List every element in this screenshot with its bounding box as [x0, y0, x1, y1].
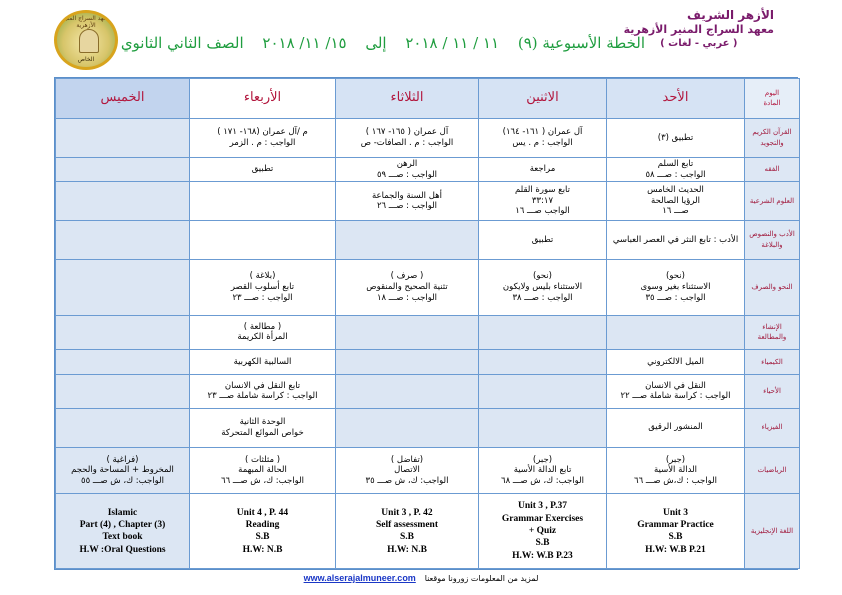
plan-cell — [607, 157, 745, 181]
weekly-plan-sheet — [54, 77, 798, 570]
cell-line: الميل الالكتروني — [647, 356, 704, 367]
subject-cell: الأدب والنصوص والبلاغة — [745, 221, 800, 260]
page-title — [120, 34, 652, 52]
subject-cell: الإنشاء والمطالعة — [745, 315, 800, 349]
plan-cell — [190, 221, 336, 260]
plan-cell — [56, 182, 190, 221]
cell-line: الواجب : صـــ ١٨ — [376, 292, 438, 303]
logo-base-text: الخاص — [77, 56, 95, 63]
plan-cell — [607, 494, 745, 569]
plan-cell — [479, 157, 607, 181]
plan-cell — [190, 375, 336, 409]
plan-cell — [479, 447, 607, 494]
cell-line: H.W: W.B P.23 — [512, 550, 573, 561]
school-line-1: الأزهر الشريف — [686, 8, 774, 22]
cell-line: الواجب : صـــ ٣٥ — [645, 292, 706, 303]
cell-line: + Quiz — [528, 526, 557, 537]
plan-cell — [190, 119, 336, 158]
cell-line: تطبيق — [531, 234, 554, 245]
corner-header — [745, 79, 800, 119]
plan-cell — [479, 494, 607, 569]
plan-cell — [607, 408, 745, 447]
plan-cell — [479, 221, 607, 260]
cell-line: الحديث الخامس — [647, 185, 704, 196]
title-to-word: إلى — [365, 34, 387, 52]
cell-line: الواجب : كراسة شاملة صـــ ٢٢ — [620, 391, 731, 402]
cell-line: الاتصال — [394, 465, 420, 476]
plan-cell — [479, 408, 607, 447]
plan-cell — [336, 315, 479, 349]
footer-note: لمزيد من المعلومات زورونا موقعنا — [424, 574, 539, 583]
cell-line: الواجب : صـــ ٥٨ — [645, 169, 706, 180]
cell-line: (نحو) — [533, 271, 552, 282]
cell-line: م /آل عمران (١٦٨- ١٧١ ) — [217, 127, 308, 138]
subject-cell: الفقه — [745, 157, 800, 181]
plan-cell — [190, 408, 336, 447]
plan-cell — [607, 315, 745, 349]
subject-cell: اللغة الإنجليزية — [745, 494, 800, 569]
cell-line: الرؤيا الصالحة — [651, 195, 700, 206]
cell-line: تطبيق — [251, 164, 274, 175]
cell-line: الواجب : م . الزمر — [229, 137, 296, 148]
plan-cell — [479, 182, 607, 221]
cell-line: الواجب: ك، ش صـــ ٣٥ — [365, 475, 449, 486]
plan-cell — [56, 221, 190, 260]
school-line-3: ( عربي - لغات ) — [660, 38, 738, 49]
plan-cell — [479, 119, 607, 158]
title-grade: الصف الثاني الثانوي — [120, 34, 244, 52]
day-header-tuesday: الثلاثاء — [336, 79, 479, 119]
plan-cell — [56, 259, 190, 315]
day-header-monday: الاثنين — [479, 79, 607, 119]
cell-line: الواجب : م . يس — [512, 137, 573, 148]
cell-line: ( مثلثات ) — [244, 454, 281, 465]
cell-line: Unit 3 , P. 42 — [381, 507, 433, 518]
cell-line: Unit 3 — [662, 507, 689, 518]
cell-line: (جبر) — [665, 454, 686, 465]
website-link[interactable]: www.alserajalmuneer.com — [303, 573, 416, 583]
cell-line: H.W: N.B — [387, 544, 427, 555]
subject-cell: العلوم الشرعية — [745, 182, 800, 221]
cell-line: S.B — [535, 538, 550, 549]
cell-line: الاستثناء بليس ولايكون — [502, 282, 583, 293]
cell-line: S.B — [255, 532, 270, 543]
table-header-row — [56, 79, 800, 119]
cell-line: المرأة الكريمة — [237, 332, 288, 343]
table-row — [56, 375, 800, 409]
cell-line: الرهن — [396, 158, 418, 169]
cell-line: تثنية الصحيح والمنقوص — [366, 282, 448, 293]
cell-line: الواجب: ك، ش صـــ ٦٨ — [501, 475, 584, 486]
school-line-2: معهد السراج المنير الأزهرية — [623, 23, 774, 36]
cell-line: S.B — [400, 532, 414, 543]
table-row — [56, 408, 800, 447]
plan-cell — [336, 447, 479, 494]
subject-cell: الفيزياء — [745, 408, 800, 447]
cell-line: Self assessment — [375, 519, 438, 530]
cell-line: الحالة المبهمة — [238, 465, 287, 476]
plan-cell — [607, 375, 745, 409]
cell-line: S.B — [668, 532, 683, 543]
cell-line: آل عمران ( ١٦١- ١٦٤) — [502, 127, 583, 138]
cell-line: صـــ ١٦ — [662, 206, 689, 217]
cell-line: Grammar Practice — [637, 519, 714, 530]
table-row — [56, 315, 800, 349]
cell-line: Reading — [245, 519, 280, 530]
plan-cell — [336, 375, 479, 409]
cell-line: Text book — [102, 532, 143, 543]
cell-line: تابع الدالة الأسية — [513, 465, 572, 476]
cell-line: الواجب : ك،ش صـــ ٦٦ — [634, 475, 717, 486]
cell-line: الواجب : صـــ ٥٩ — [376, 169, 438, 180]
plan-cell — [190, 157, 336, 181]
table-row — [56, 447, 800, 494]
cell-line: الدالة الأسية — [653, 465, 698, 476]
cell-line: (نحو) — [666, 271, 685, 282]
cell-line: تابع السلم — [657, 158, 694, 169]
logo-ring-text: معهد السراج المنير الأزهرية — [62, 15, 110, 29]
table-row — [56, 221, 800, 260]
cell-line: تطبيق (٣) — [657, 132, 694, 143]
cell-line: (جبر) — [532, 454, 553, 465]
cell-line: H.W: N.B — [242, 544, 283, 555]
cell-line: المخروط + المساحة والحجم — [71, 465, 174, 476]
plan-cell — [336, 408, 479, 447]
cell-line: آل عمران ( ١٦٥- ١٦٧ ) — [365, 127, 449, 138]
day-header-sunday: الأحد — [607, 79, 745, 119]
title-plan: الخطة الأسبوعية (٩) — [517, 34, 645, 52]
cell-line: مراجعة — [529, 164, 556, 175]
cell-line: (تفاضل ) — [390, 454, 424, 465]
plan-cell — [56, 315, 190, 349]
plan-cell — [190, 315, 336, 349]
cell-line: النقل في الانسان — [645, 380, 706, 391]
table-row — [56, 349, 800, 375]
cell-line: السالبية الكهربية — [233, 356, 292, 367]
cell-line: الاستثناء بغير وسوى — [640, 282, 711, 293]
cell-line: (بلاغة ) — [249, 271, 276, 282]
table-row — [56, 494, 800, 569]
day-header-thursday: الخميس — [56, 79, 190, 119]
plan-cell — [336, 221, 479, 260]
subject-cell: الأحياء — [745, 375, 800, 409]
plan-cell — [56, 494, 190, 569]
cell-line: المنشور الرقيق — [648, 422, 703, 433]
plan-cell — [607, 447, 745, 494]
cell-line: Unit 3 , P.37 — [517, 501, 567, 512]
plan-cell — [607, 349, 745, 375]
plan-cell — [56, 375, 190, 409]
cell-line: الواجب: ك، ش صـــ ٦٦ — [221, 475, 304, 486]
corner-day-label: اليوم — [764, 88, 780, 97]
corner-subject-label: المادة — [763, 98, 781, 107]
plan-cell — [479, 259, 607, 315]
plan-cell — [336, 349, 479, 375]
table-row — [56, 119, 800, 158]
plan-cell — [56, 119, 190, 158]
cell-line: تابع أسلوب القصر — [230, 282, 295, 293]
plan-cell — [336, 182, 479, 221]
cell-line: الأدب : تابع النثر في العصر العباسي — [612, 234, 739, 245]
cell-line: ( صرف ) — [390, 271, 424, 282]
cell-line: (فراغية ) — [106, 454, 139, 465]
cell-line: ٣٣:١٧ — [531, 195, 554, 206]
plan-cell — [479, 375, 607, 409]
plan-cell — [56, 408, 190, 447]
cell-line: الواجب : كراسة شاملة صـــ ٢٣ — [207, 391, 318, 402]
plan-cell — [479, 349, 607, 375]
mosque-icon — [79, 29, 99, 53]
plan-cell — [190, 259, 336, 315]
weekly-plan-table — [55, 78, 800, 569]
cell-line: تابع سورة القلم — [514, 185, 571, 196]
cell-line: ( مطالعة ) — [243, 321, 282, 332]
cell-line: H.W :Oral Questions — [79, 544, 166, 555]
plan-cell — [336, 119, 479, 158]
cell-line: الواجب : صـــ ٢٦ — [376, 201, 438, 212]
cell-line: الواجب: ك، ش صـــ ٥٥ — [81, 475, 164, 486]
cell-line: Part (4) , Chapter (3) — [79, 519, 166, 530]
plan-cell — [190, 182, 336, 221]
title-to-date: ١٥/ ١١/ ٢٠١٨ — [262, 34, 347, 52]
footer — [0, 573, 842, 584]
plan-cell — [607, 221, 745, 260]
plan-cell — [607, 119, 745, 158]
table-body — [56, 119, 800, 569]
day-header-wednesday: الأربعاء — [190, 79, 336, 119]
cell-line: Grammar Exercises — [501, 513, 584, 524]
plan-cell — [56, 157, 190, 181]
plan-cell — [336, 157, 479, 181]
cell-line: Islamic — [107, 507, 138, 518]
cell-line: الواجب صـــ ١٦ — [515, 206, 570, 217]
cell-line: الواجب : م . الصافات- ص — [360, 137, 454, 148]
cell-line: أهل السنة والجماعة — [371, 190, 443, 201]
plan-cell — [190, 447, 336, 494]
subject-cell: النحو والصرف — [745, 259, 800, 315]
cell-line: تابع النقل في الانسان — [224, 380, 301, 391]
plan-cell — [56, 447, 190, 494]
cell-line: خواص الموائع المتحركة — [221, 427, 304, 438]
plan-cell — [336, 494, 479, 569]
plan-cell — [336, 259, 479, 315]
cell-line: الواجب : صـــ ٢٣ — [232, 292, 293, 303]
table-row — [56, 182, 800, 221]
plan-cell — [607, 182, 745, 221]
plan-cell — [479, 315, 607, 349]
table-row — [56, 157, 800, 181]
plan-cell — [607, 259, 745, 315]
subject-cell: الكيمياء — [745, 349, 800, 375]
cell-line: Unit 4 , P. 44 — [236, 507, 289, 518]
table-row — [56, 259, 800, 315]
subject-cell: الرياضيات — [745, 447, 800, 494]
plan-cell — [190, 494, 336, 569]
plan-cell — [56, 349, 190, 375]
school-logo — [54, 10, 118, 70]
cell-line: الواجب : صـــ ٣٨ — [512, 292, 573, 303]
subject-cell: القرآن الكريم والتجويد — [745, 119, 800, 158]
cell-line: H.W: W.B P.21 — [645, 544, 706, 555]
title-from-date: ١١ / ١١ / ٢٠١٨ — [405, 34, 500, 52]
cell-line: الوحدة الثانية — [239, 416, 286, 427]
plan-cell — [190, 349, 336, 375]
